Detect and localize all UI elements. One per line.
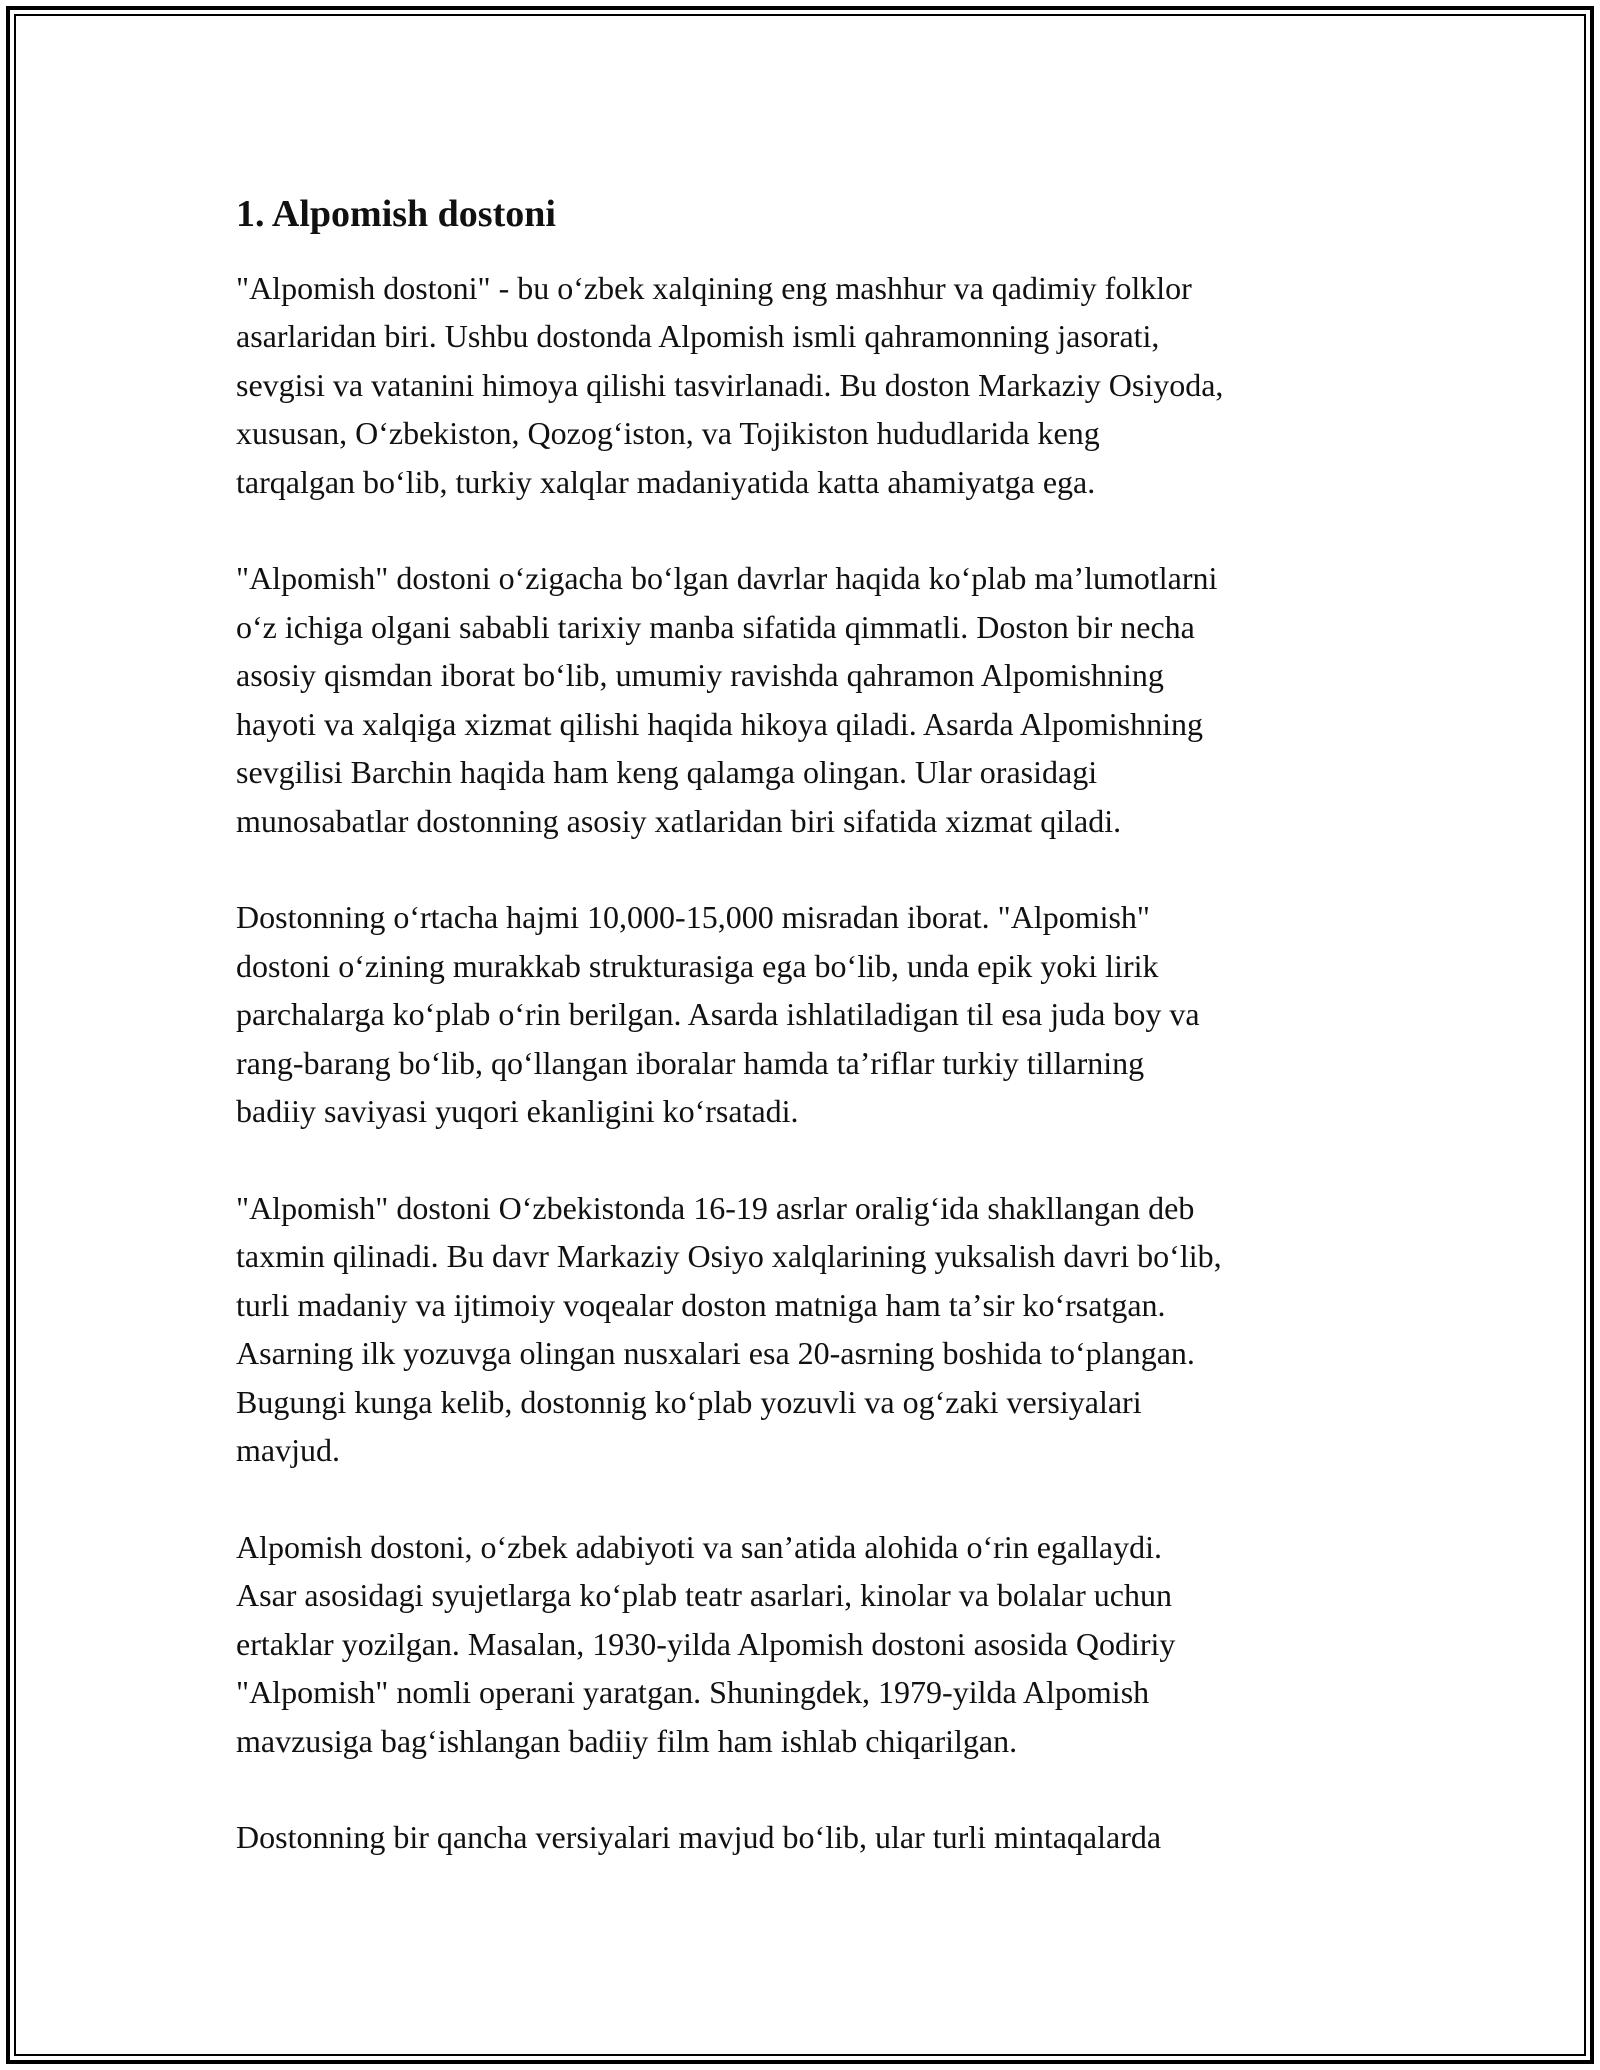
document-title: 1. Alpomish dostoni [236, 193, 556, 235]
paragraph-4: "Alpomish" dostoni Oʻzbekistonda 16-19 asrlar oraligʻida shakllangan deb taxmin qilinadi. Bu davr Markaziy Osiyo xalqlarining yuksalish davri boʻlib, turli madaniy va ijtimoiy voqealar doston matniga ham taʼsir koʻrsatgan. Asarning ilk yozuvga olingan nusxalari esa 20-asrning boshida toʻplangan. Bugungi kunga kelib, dostonnig koʻplab yozuvli va ogʻzaki versiyalari mavjud. [236, 1189, 1222, 1469]
paragraph-5: Alpomish dostoni, oʻzbek adabiyoti va sanʼatida alohida oʻrin egallaydi. Asar asosidagi syujetlarga koʻplab teatr asarlari, kinolar va bolalar uchun ertaklar yozilgan. Masalan, 1930-yilda Alpomish dostoni asosida Qodiriy "Alpomish" nomli operani yaratgan. Shuningdek, 1979-yilda Alpomish mavzusiga bagʻishlangan badiiy film ham ishlab chiqarilgan. [236, 1528, 1176, 1759]
paragraph-1: "Alpomish dostoni" - bu oʻzbek xalqining eng mashhur va qadimiy folklor asarlaridan biri. Ushbu dostonda Alpomish ismli qahramonning jasorati, sevgisi va vatanini himoya qilishi tasvirlanadi. Bu doston Markaziy Osiyoda, xususan, Oʻzbekiston, Qozogʻiston, va Tojikiston hududlarida keng tarqalgan boʻlib, turkiy xalqlar madaniyatida katta ahamiyatga ega. [236, 269, 1224, 500]
paragraph-2: "Alpomish" dostoni oʻzigacha boʻlgan davrlar haqida koʻplab maʼlumotlarni oʻz ichiga olgani sababli tarixiy manba sifatida qimmatli. Doston bir necha asosiy qismdan iborat boʻlib, umumiy ravishda qahramon Alpomishning hayoti va xalqiga xizmat qilishi haqida hikoya qiladi. Asarda Alpomishning sevgilisi Barchin haqida ham keng qalamga olingan. Ular orasidagi munosabatlar dostonning asosiy xatlaridan biri sifatida xizmat qiladi. [236, 560, 1218, 839]
paragraph-3: Dostonning oʻrtacha hajmi 10,000-15,000 misradan iborat. "Alpomish" dostoni oʻzining murakkab strukturasiga ega boʻlib, unda epik yoki lirik parchalarga koʻplab oʻrin berilgan. Asarda ishlatiladigan til esa juda boy va rang-barang boʻlib, qoʻllangan iboralar hamda taʼriflar turkiy tillarning badiiy saviyasi yuqori ekanligini koʻrsatadi. [236, 899, 1200, 1130]
paragraph-6: Dostonning bir qancha versiyalari mavjud boʻlib, ular turli mintaqalarda [236, 1819, 1162, 1856]
document-body [236, 180, 1386, 1910]
